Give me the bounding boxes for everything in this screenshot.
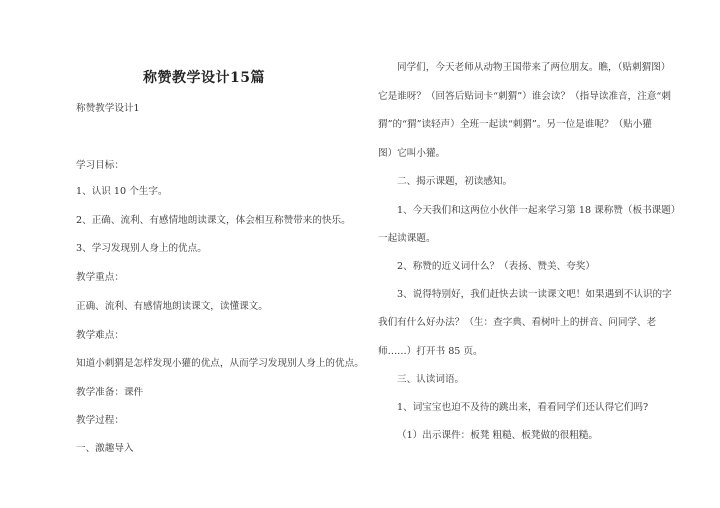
left-line: 知道小刺猬是怎样发现小獾的优点，从而学习发现别人身上的优点。 [76,358,364,369]
right-line: 同学们，今天老师从动物王国带来了两位朋友。瞧，（贴刺猬图） [397,62,671,73]
left-line: 教学难点： [76,330,124,341]
right-line: 师……）打开书 85 页。 [378,346,483,357]
right-line: 一起读课题。 [378,233,436,244]
right-line: 1、词宝宝也迫不及待的跳出来，看看同学们还认得它们吗? [397,402,649,413]
left-line: 正确、流利、有感情地朗读课文，读懂课文。 [76,301,268,312]
right-line: 图）它叫小獾。 [378,148,446,159]
right-line: 3、说得特别好，我们赶快去读一读课文吧！如果遇到不认识的字 [397,289,672,300]
left-line: 学习目标： [76,160,124,171]
right-line: 2、称赞的近义词什么？（表扬、赞美、夸奖） [397,261,595,272]
right-line: （1）出示课件：板凳 粗糙、板凳做的很粗糙。 [397,430,599,441]
left-line: 一、激趣导入 [76,443,134,454]
right-line: 三、认读词语。 [397,374,465,385]
left-line: 称赞教学设计1 [76,103,140,114]
page-title: 称赞教学设计15篇 [143,70,265,86]
left-line: 教学重点： [76,272,124,283]
left-line: 1、认识 10 个生字。 [76,186,168,197]
left-line: 2、正确、流利、有感情地朗读课文，体会相互称赞带来的快乐。 [76,215,351,226]
right-line: 1、今天我们和这两位小伙伴一起来学习第 18 课称赞（板书课题） [397,205,681,216]
left-line: 3、学习发现别人身上的优点。 [76,243,207,254]
right-line: 二、揭示课题，初读感知。 [397,176,513,187]
left-line: 教学准备：课件 [76,387,144,398]
right-line: 我们有什么好办法？（生：查字典、看树叶上的拼音、问同学、老 [378,317,657,328]
right-line: 猬”的“猬”读轻声）全班一起读“刺猬”。另一位是谁呢？（贴小獾 [378,119,652,130]
left-line: 教学过程： [76,415,124,426]
right-line: 它是谁呀？（回答后贴词卡“刺猬”）谁会读？（指导读准音，注意“刺 [378,91,671,102]
